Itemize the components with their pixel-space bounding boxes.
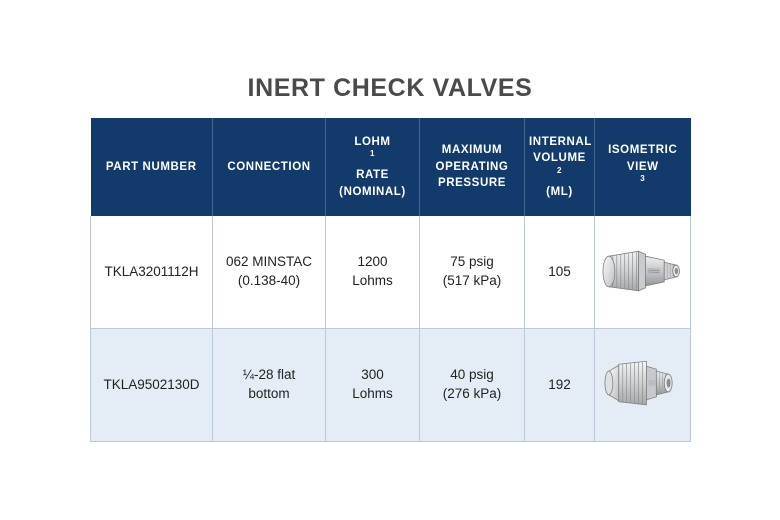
column-header-max-pressure-line1: MAXIMUM <box>441 143 503 156</box>
cell-internal-volume: 192 <box>525 329 595 442</box>
cell-connection-line1: ¼-28 flat <box>242 367 296 383</box>
column-header-lohm-rate <box>326 118 420 216</box>
column-header-max-pressure-line3: PRESSURE <box>437 177 507 190</box>
cell-max-pressure-lines <box>424 366 520 404</box>
column-header-connection-label: CONNECTION <box>227 160 311 173</box>
footnote-marker-2: 2 <box>556 166 563 176</box>
cell-internal-volume: 105 <box>525 216 595 329</box>
cell-max-pressure-kpa: (276 kPa) <box>442 386 502 401</box>
column-header-rate-word: RATE <box>356 169 389 181</box>
table-row <box>91 329 691 442</box>
table-row <box>91 216 691 329</box>
check-valve-minstac-isometric-icon <box>599 228 686 316</box>
cell-isometric-view <box>595 216 691 329</box>
column-header-max-pressure <box>420 118 525 216</box>
column-header-isometric-view-lines <box>599 142 687 192</box>
column-header-max-pressure-lines <box>424 142 520 192</box>
cell-connection-line2: bottom <box>248 386 290 401</box>
cell-connection-line2: (0.138-40) <box>237 273 301 288</box>
column-header-internal-volume <box>525 118 595 216</box>
cell-lohm-rate <box>326 216 420 329</box>
valve-drawing <box>599 236 686 308</box>
cell-max-pressure-kpa: (517 kPa) <box>442 273 502 288</box>
column-header-lohm-rate-line1 <box>330 134 415 184</box>
cell-lohm-rate-lines <box>330 253 415 291</box>
footnote-marker-3: 3 <box>640 174 646 184</box>
cell-lohm-rate <box>326 329 420 442</box>
cell-part-number: TKLA9502130D <box>91 329 213 442</box>
cell-isometric-view <box>595 329 691 442</box>
cell-lohm-rate-unit: Lohms <box>352 273 393 288</box>
column-header-volume-word: VOLUME <box>533 152 586 165</box>
cell-max-pressure <box>420 216 525 329</box>
cell-part-number: TKLA3201112H <box>91 216 213 329</box>
cell-max-pressure-psig: 40 psig <box>450 367 494 383</box>
column-header-part-number <box>91 118 213 216</box>
cell-lohm-rate-value: 300 <box>361 367 384 383</box>
valve-drawing <box>599 349 686 421</box>
cell-connection-line1: 062 MINSTAC <box>225 254 313 270</box>
check-valve-quarter28-isometric-icon <box>599 341 686 429</box>
spec-table-body <box>91 216 691 442</box>
cell-max-pressure <box>420 329 525 442</box>
column-header-connection <box>213 118 326 216</box>
column-header-max-pressure-line2: OPERATING <box>435 160 509 173</box>
cell-lohm-rate-value: 1200 <box>357 254 388 270</box>
column-header-lohm-rate-line2: (NOMINAL) <box>339 185 406 198</box>
cell-connection-lines <box>217 366 321 404</box>
column-header-isometric-view <box>595 118 691 216</box>
spec-table-head <box>91 118 691 216</box>
spec-table <box>90 118 691 442</box>
column-header-internal-volume-line1: INTERNAL <box>529 135 592 148</box>
column-header-isometric-view-line1: ISOMETRIC <box>608 143 678 156</box>
column-header-internal-volume-lines <box>529 134 590 201</box>
cell-connection <box>213 329 326 442</box>
column-header-lohm-word: LOHM <box>354 135 391 148</box>
column-header-view-word: VIEW <box>626 160 659 173</box>
header-row <box>91 118 691 216</box>
spec-table-container <box>90 118 690 442</box>
cell-lohm-rate-lines <box>330 366 415 404</box>
cell-max-pressure-lines <box>424 253 520 291</box>
column-header-internal-volume-line2 <box>529 150 590 183</box>
cell-max-pressure-psig: 75 psig <box>450 254 494 270</box>
cell-lohm-rate-unit: Lohms <box>352 386 393 401</box>
column-header-lohm-rate-lines <box>330 134 415 201</box>
column-header-part-number-label: PART NUMBER <box>105 160 197 173</box>
footnote-marker-1: 1 <box>369 149 376 159</box>
cell-connection <box>213 216 326 329</box>
column-header-internal-volume-line3: (ΜL) <box>546 185 573 198</box>
column-header-isometric-view-line2 <box>599 159 687 192</box>
cell-connection-lines <box>217 253 321 291</box>
page-title: INERT CHECK VALVES <box>247 74 533 102</box>
